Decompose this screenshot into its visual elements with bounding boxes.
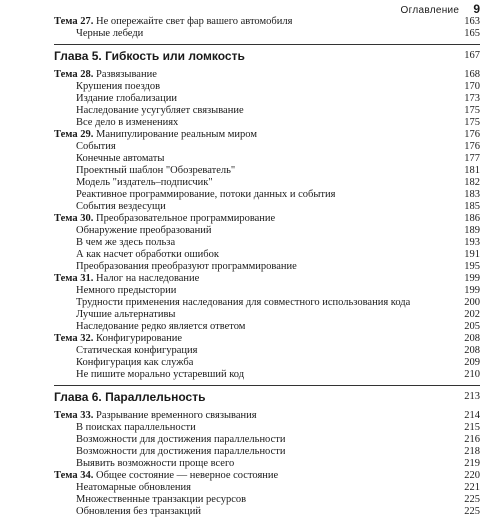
toc-page-number: 167 [464, 50, 480, 61]
toc-chapter[interactable] [54, 385, 480, 408]
toc-subentry[interactable] [54, 369, 480, 381]
toc-entry-title: Наследование редко является ответом [76, 321, 246, 332]
toc-subentry[interactable] [54, 458, 480, 470]
toc-entry-text [54, 494, 246, 506]
toc-page-number: 186 [464, 213, 480, 224]
toc-entry-title: Обнаружение преобразований [76, 225, 212, 236]
toc-entry-title: События [76, 141, 116, 152]
toc-subentry[interactable] [54, 345, 480, 357]
toc-subentry[interactable] [54, 201, 480, 213]
topic-number: Тема 28. [54, 69, 94, 80]
running-header [0, 2, 480, 16]
toc-subentry[interactable] [54, 117, 480, 129]
toc-entry-text [54, 225, 211, 237]
toc-page-number: 199 [464, 285, 480, 296]
toc-subentry[interactable] [54, 249, 480, 261]
toc-entry-title: Проектный шаблон "Обозреватель" [76, 165, 236, 176]
toc-entry-title: Трудности применения наследования для совместного использования кода [76, 297, 411, 308]
toc-entry-text [54, 141, 116, 153]
toc-entry-title: Черные лебеди [76, 28, 144, 39]
toc-page-number: 165 [464, 28, 480, 39]
toc-subentry[interactable] [54, 177, 480, 189]
toc-page-number: 163 [464, 16, 480, 27]
toc-page-number: 181 [464, 165, 480, 176]
toc-entry-title: Выявить возможности проще всего [76, 458, 235, 469]
toc-entry-title: Возможности для достижения параллельности [76, 434, 286, 445]
toc-entry-title: Все дело в изменениях [76, 117, 179, 128]
toc-entry-text [54, 153, 164, 165]
toc-entry-text [54, 285, 176, 297]
toc-entry-title: Развязывание [95, 69, 157, 80]
toc-entry-text [54, 16, 292, 28]
toc-entry-title: Глава 6. Параллельность [54, 390, 206, 404]
toc-page-number: 183 [464, 189, 480, 200]
toc-topic[interactable] [54, 470, 480, 482]
toc-entry-title: Модель "издатель–подписчик" [76, 177, 213, 188]
toc-entry-text [54, 506, 201, 518]
toc-entry-title: Немного предыстории [76, 285, 177, 296]
toc-entry-text [54, 273, 199, 285]
toc-subentry[interactable] [54, 165, 480, 177]
toc-page-number: 209 [464, 357, 480, 368]
toc-topic[interactable] [54, 129, 480, 141]
toc-page-number: 191 [464, 249, 480, 260]
toc-entry-text [54, 357, 193, 369]
toc-entry-title: Глава 5. Гибкость или ломкость [54, 49, 245, 63]
toc-entry-text [54, 177, 213, 189]
toc-entry-text [54, 482, 191, 494]
toc-entry-title: Реактивное программирование, потоки данных и события [76, 189, 336, 200]
toc-entry-text [54, 213, 275, 225]
toc-page-number: 216 [464, 434, 480, 445]
toc-entry-text [54, 105, 244, 117]
toc-topic[interactable] [54, 333, 480, 345]
toc-page-number: 225 [464, 494, 480, 505]
topic-number: Тема 31. [54, 273, 94, 284]
toc-topic[interactable] [54, 16, 480, 28]
toc-page-number: 173 [464, 93, 480, 104]
toc-subentry[interactable] [54, 105, 480, 117]
toc-entry-title: Статическая конфигурация [76, 345, 198, 356]
topic-number: Тема 34. [54, 470, 94, 481]
toc-subentry[interactable] [54, 309, 480, 321]
topic-number: Тема 27. [54, 16, 94, 27]
toc-page-number: 182 [464, 177, 480, 188]
toc-page-number: 208 [464, 333, 480, 344]
toc-entry-title: Издание глобализации [76, 93, 177, 104]
toc-subentry[interactable] [54, 494, 480, 506]
toc-entry-title: Конфигурирование [95, 333, 183, 344]
toc-page-number: 220 [464, 470, 480, 481]
toc-subentry[interactable] [54, 446, 480, 458]
toc-subentry[interactable] [54, 28, 480, 40]
toc-entry-text [54, 201, 166, 213]
toc-entry-text [54, 261, 297, 273]
toc-entry-title: Налог на наследование [95, 273, 200, 284]
toc-page-number: 218 [464, 446, 480, 457]
toc-entry-title: Манипулирование реальным миром [95, 129, 257, 140]
toc-subentry[interactable] [54, 506, 480, 518]
toc-entry-title: Не пишите морально устаревший код [76, 369, 245, 380]
toc-topic[interactable] [54, 213, 480, 225]
topic-number: Тема 30. [54, 213, 94, 224]
toc-subentry[interactable] [54, 321, 480, 333]
toc-page-number: 213 [464, 391, 480, 402]
toc-page-number: 225 [464, 506, 480, 517]
toc-entry-text [54, 81, 160, 93]
toc-subentry[interactable] [54, 482, 480, 494]
toc-entry-title: А как насчет обработки ошибок [76, 249, 219, 260]
toc-page-number: 221 [464, 482, 480, 493]
toc-entry-text [54, 458, 234, 470]
toc-subentry[interactable] [54, 357, 480, 369]
toc-page-number: 205 [464, 321, 480, 332]
toc-page-number: 176 [464, 141, 480, 152]
toc-entry-text [54, 386, 205, 408]
toc-subentry[interactable] [54, 237, 480, 249]
toc-subentry[interactable] [54, 297, 480, 309]
toc-entry-title: Обновления без транзакций [76, 506, 201, 517]
toc-page-number: 208 [464, 345, 480, 356]
toc-entry-text [54, 249, 219, 261]
toc-page-number: 193 [464, 237, 480, 248]
toc-subentry[interactable] [54, 93, 480, 105]
table-of-contents [54, 16, 480, 518]
toc-subentry[interactable] [54, 189, 480, 201]
toc-entry-title: Общее состояние — неверное состояние [95, 470, 279, 481]
toc-subentry[interactable] [54, 141, 480, 153]
toc-entry-text [54, 410, 257, 422]
toc-entry-title: Лучшие альтернативы [76, 309, 176, 320]
toc-entry-title: В поисках параллельности [76, 422, 196, 433]
toc-entry-text [54, 333, 182, 345]
toc-topic[interactable] [54, 273, 480, 285]
toc-entry-title: События вездесущи [76, 201, 166, 212]
toc-entry-title: Возможности для достижения параллельности [76, 446, 286, 457]
toc-entry-text [54, 129, 257, 141]
toc-entry-text [54, 345, 198, 357]
toc-entry-title: Разрывание временного связывания [95, 410, 257, 421]
toc-page-number: 215 [464, 422, 480, 433]
toc-entry-title: Множественные транзакции ресурсов [76, 494, 247, 505]
toc-page-number: 195 [464, 261, 480, 272]
toc-subentry[interactable] [54, 225, 480, 237]
toc-entry-title: Неатомарные обновления [76, 482, 191, 493]
toc-page-number: 168 [464, 69, 480, 80]
topic-number: Тема 32. [54, 333, 94, 344]
toc-subentry[interactable] [54, 422, 480, 434]
toc-page-number: 214 [464, 410, 480, 421]
toc-page-number: 176 [464, 129, 480, 140]
topic-number: Тема 29. [54, 129, 94, 140]
toc-entry-text [54, 45, 245, 67]
toc-entry-text [54, 369, 244, 381]
toc-entry-text [54, 93, 177, 105]
toc-entry-title: Конфигурация как служба [76, 357, 194, 368]
toc-page-number: 202 [464, 309, 480, 320]
toc-topic[interactable] [54, 69, 480, 81]
toc-entry-title: Конечные автоматы [76, 153, 165, 164]
header-page-number: 9 [473, 2, 480, 16]
toc-entry-text [54, 165, 235, 177]
toc-entry-text [54, 434, 285, 446]
toc-subentry[interactable] [54, 153, 480, 165]
toc-entry-text [54, 28, 143, 40]
toc-entry-title: Крушения поездов [76, 81, 161, 92]
toc-entry-text [54, 470, 278, 482]
toc-entry-text [54, 237, 175, 249]
toc-entry-title: Преобразования преобразуют программирование [76, 261, 297, 272]
toc-page-number: 219 [464, 458, 480, 469]
toc-subentry[interactable] [54, 81, 480, 93]
toc-entry-title: Преобразовательное программирование [95, 213, 276, 224]
toc-page-number: 175 [464, 105, 480, 116]
toc-entry-text [54, 189, 335, 201]
toc-page-number: 177 [464, 153, 480, 164]
toc-topic[interactable] [54, 410, 480, 422]
toc-page-number: 210 [464, 369, 480, 380]
toc-entry-text [54, 297, 410, 309]
toc-page-number: 185 [464, 201, 480, 212]
toc-subentry[interactable] [54, 285, 480, 297]
toc-page-number: 200 [464, 297, 480, 308]
toc-entry-text [54, 69, 157, 81]
toc-entry-text [54, 321, 245, 333]
toc-entry-text [54, 422, 196, 434]
toc-entry-text [54, 446, 285, 458]
toc-chapter[interactable] [54, 44, 480, 67]
toc-entry-title: В чем же здесь польза [76, 237, 176, 248]
toc-entry-title: Не опережайте свет фар вашего автомобиля [95, 16, 293, 27]
toc-entry-title: Наследование усугубляет связывание [76, 105, 244, 116]
toc-page-number: 189 [464, 225, 480, 236]
toc-page-number: 199 [464, 273, 480, 284]
toc-subentry[interactable] [54, 261, 480, 273]
toc-entry-text [54, 309, 176, 321]
topic-number: Тема 33. [54, 410, 94, 421]
toc-subentry[interactable] [54, 434, 480, 446]
toc-page-number: 175 [464, 117, 480, 128]
header-title: Оглавление [400, 5, 460, 16]
toc-entry-text [54, 117, 178, 129]
toc-page-number: 170 [464, 81, 480, 92]
